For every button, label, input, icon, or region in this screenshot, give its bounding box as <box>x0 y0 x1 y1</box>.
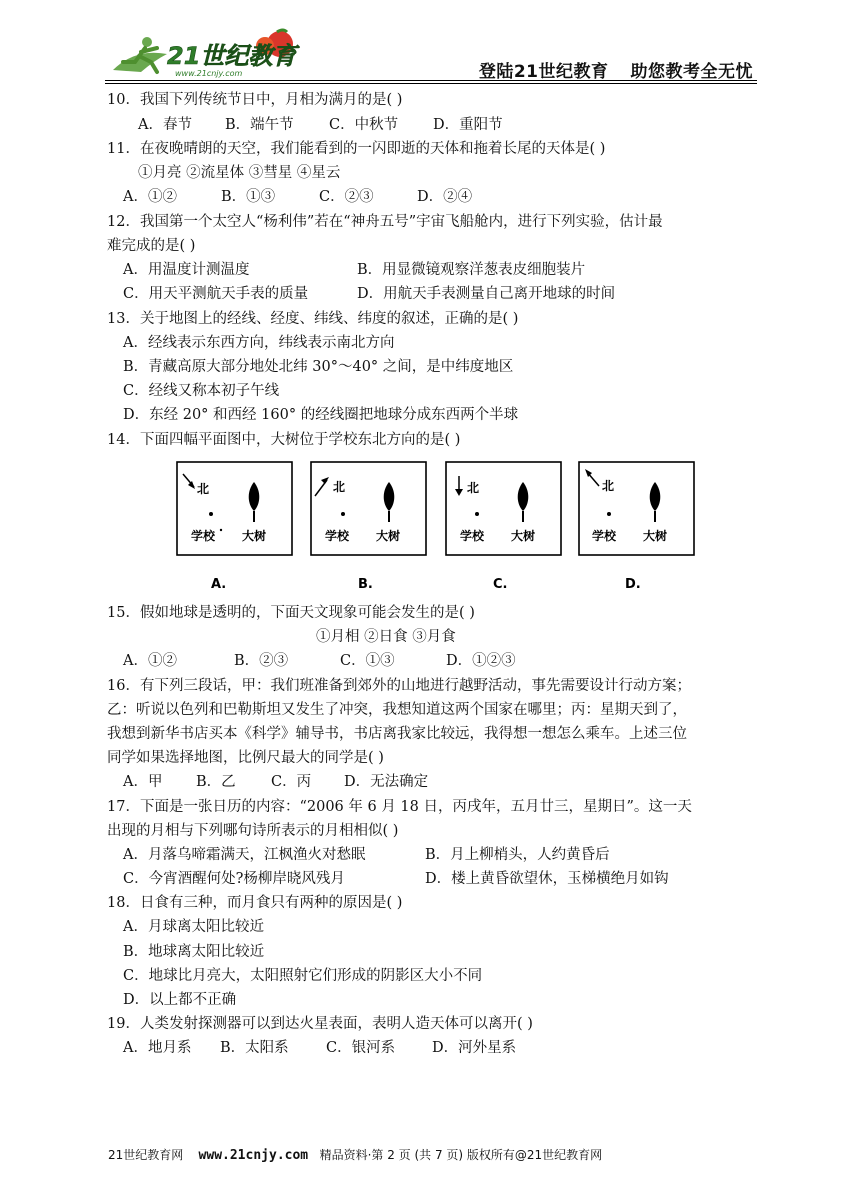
north-label: 北 <box>467 481 480 495</box>
q12-option-c: C．用天平测航天手表的质量 <box>123 286 309 302</box>
q19-option-b: B．太阳系 <box>220 1040 289 1056</box>
north-label: 北 <box>197 482 210 496</box>
q14-diagram-c <box>446 462 561 592</box>
q15-option-d: D．①②③ <box>446 653 516 669</box>
page-header <box>105 28 757 80</box>
q14-diagram-b <box>311 462 426 592</box>
school-label: 学校 <box>592 529 617 543</box>
tree-label: 大树 <box>242 529 267 543</box>
q13-option-b: B．青藏高原大部分地处北纬 30°～40° 之间，是中纬度地区 <box>123 359 514 375</box>
slogan-right: 助您教考全无忧 <box>630 62 753 82</box>
q16-option-d: D．无法确定 <box>344 774 429 790</box>
slogan-left: 登陆21世纪教育 <box>478 62 609 82</box>
footer-brand: 21世纪教育网 <box>108 1148 184 1162</box>
q10-option-a: A．春节 <box>138 117 192 133</box>
q16-line1: 16．有下列三段话，甲：我们班准备到郊外的山地进行越野活动，事先需要设计行动方案； <box>107 678 691 694</box>
q18-option-d: D．以上都不正确 <box>123 992 237 1008</box>
q12-option-d: D．用航天手表测量自己离开地球的时间 <box>357 286 616 302</box>
q10-options <box>138 115 503 135</box>
header-slogan <box>479 57 753 82</box>
tree-label: 大树 <box>511 529 536 543</box>
q13-option-a: A．经线表示东西方向，纬线表示南北方向 <box>123 335 395 351</box>
q16-line2: 乙：听说以色列和巴勒斯坦又发生了冲突，我想知道这两个国家在哪里；丙：星期天到了， <box>107 702 687 718</box>
q12-stem-line2: 难完成的是( ) <box>107 238 196 254</box>
q17-option-c: C．今宵酒醒何处?杨柳岸晓风残月 <box>123 871 345 887</box>
q18-option-a: A．月球离太阳比较近 <box>123 919 264 935</box>
q10-stem: 10．我国下列传统节日中，月相为满月的是( ) <box>107 92 403 108</box>
header-rule-thin <box>105 83 757 84</box>
q19-stem: 19．人类发射探测器可以到达火星表面，表明人造天体可以离开( ) <box>107 1016 533 1032</box>
q17-options-row2 <box>123 869 669 889</box>
q10-option-c: C．中秋节 <box>329 117 399 133</box>
tree-label: 大树 <box>643 529 668 543</box>
q10-option-b: B．端午节 <box>225 117 294 133</box>
q14-label-c: C. <box>493 577 508 592</box>
q11-options <box>123 187 472 207</box>
q16-options <box>123 772 428 792</box>
q12-options-row2 <box>123 284 615 304</box>
tree-label: 大树 <box>376 529 401 543</box>
footer-site-link[interactable]: www.21cnjy.com <box>198 1148 309 1163</box>
q12-options-row1 <box>123 260 585 280</box>
q15-options <box>123 651 516 671</box>
q15-items: ①月相 ②日食 ③月食 <box>316 629 456 645</box>
q11-option-a: A．①② <box>123 189 177 205</box>
q17-line1: 17．下面是一张日历的内容：“2006 年 6 月 18 日，丙戌年，五月廿三，星期日”。这一天 <box>107 799 692 815</box>
school-label: 学校 <box>191 529 216 543</box>
q15-option-c: C．①③ <box>340 653 395 669</box>
q13-option-c: C．经线又称本初子午线 <box>123 383 280 399</box>
q14-diagram-d <box>579 462 694 592</box>
q15-option-a: A．①② <box>123 653 177 669</box>
q16-option-b: B．乙 <box>196 774 236 790</box>
q16-line4: 同学如果选择地图，比例尺最大的同学是( ) <box>107 750 384 766</box>
q17-option-b: B．月上柳梢头，人约黄昏后 <box>425 847 610 863</box>
q14-diagrams <box>175 460 695 600</box>
q16-option-c: C．丙 <box>271 774 312 790</box>
logo-url: www.21cnjy.com <box>175 69 243 78</box>
q19-options <box>123 1038 516 1058</box>
logo-text: 21世纪教育 <box>167 42 297 70</box>
q10-option-d: D．重阳节 <box>433 117 503 133</box>
q16-option-a: A．甲 <box>123 774 163 790</box>
q17-options-row1 <box>123 845 610 865</box>
q14-label-a: A. <box>211 577 227 592</box>
q13-option-d: D．东经 20° 和西经 160° 的经线圈把地球分成东西两个半球 <box>123 407 519 423</box>
q13-stem: 13．关于地图上的经线、经度、纬线、纬度的叙述，正确的是( ) <box>107 311 519 327</box>
north-label: 北 <box>602 479 615 493</box>
q12-option-a: A．用温度计测温度 <box>123 262 250 278</box>
q15-option-b: B．②③ <box>234 653 289 669</box>
q18-option-c: C．地球比月亮大，太阳照射它们形成的阴影区大小不同 <box>123 968 483 984</box>
north-label: 北 <box>333 480 346 494</box>
q17-option-a: A．月落乌啼霜满天，江枫渔火对愁眠 <box>123 847 366 863</box>
q16-line3: 我想到新华书店买本《科学》辅导书，书店离我家比较远，我得想一想怎么乘车。上述三位 <box>107 726 687 742</box>
q12-option-b: B．用显微镜观察洋葱表皮细胞装片 <box>357 262 586 278</box>
q11-option-d: D．②④ <box>417 189 473 205</box>
q19-option-c: C．银河系 <box>326 1040 396 1056</box>
q14-label-d: D. <box>625 577 641 592</box>
q17-line2: 出现的月相与下列哪句诗所表示的月相相似( ) <box>107 823 399 839</box>
q11-option-b: B．①③ <box>221 189 276 205</box>
school-label: 学校 <box>325 529 350 543</box>
q11-items: ①月亮 ②流星体 ③彗星 ④星云 <box>138 165 341 181</box>
q18-option-b: B．地球离太阳比较近 <box>123 944 265 960</box>
q14-stem: 14．下面四幅平面图中，大树位于学校东北方向的是( ) <box>107 432 461 448</box>
q14-label-b: B. <box>358 577 373 592</box>
q14-diagram-a <box>177 462 292 592</box>
site-logo <box>105 28 305 80</box>
q18-stem: 18．日食有三种，而月食只有两种的原因是( ) <box>107 895 403 911</box>
q12-stem-line1: 12．我国第一个太空人“杨利伟”若在“神舟五号”宇宙飞船舱内，进行下列实验，估计最 <box>107 214 663 230</box>
school-label: 学校 <box>460 529 485 543</box>
q11-option-c: C．②③ <box>319 189 374 205</box>
q11-stem: 11．在夜晚晴朗的天空，我们能看到的一闪即逝的天体和拖着长尾的天体是( ) <box>107 141 606 157</box>
q19-option-d: D．河外星系 <box>432 1040 517 1056</box>
q19-option-a: A．地月系 <box>123 1040 192 1056</box>
page-footer <box>108 1146 602 1163</box>
q15-stem: 15．假如地球是透明的，下面天文现象可能会发生的是( ) <box>107 605 475 621</box>
footer-info: 精品资料·第 2 页 (共 7 页) 版权所有@21世纪教育网 <box>319 1148 603 1162</box>
header-rule-thick <box>105 80 757 81</box>
q17-option-d: D．楼上黄昏欲望休，玉梯横绝月如钩 <box>425 871 669 887</box>
